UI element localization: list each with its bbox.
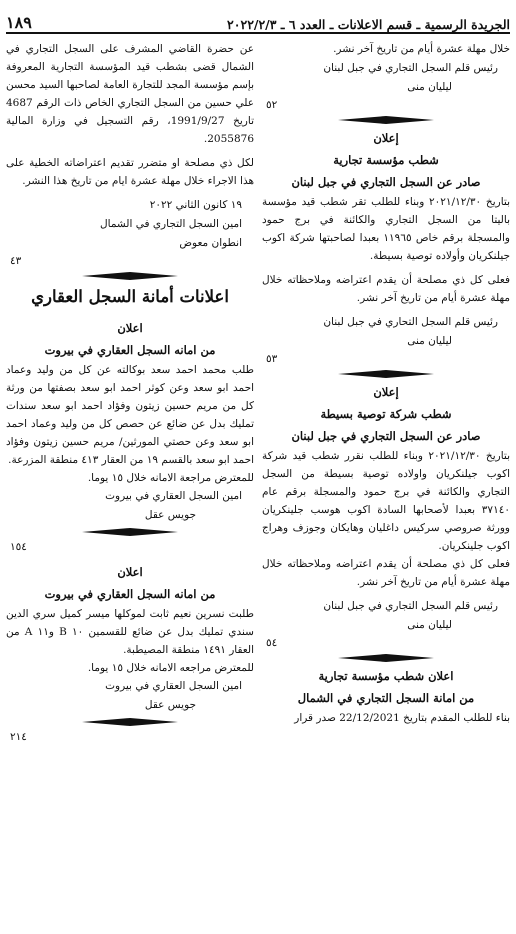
notice-3-title: شطب شركة توصية بسيطة xyxy=(320,407,452,421)
notice-1-number: ٥٢ xyxy=(266,99,278,111)
notice-4-issuer: من امانة السجل التجاري في الشمال xyxy=(297,691,475,705)
notice-1-signature-title: رئيس قلم السجل التجاري في جبل لبنان xyxy=(323,62,498,74)
notice-2-number: ٥٣ xyxy=(266,353,278,365)
divider-ornament xyxy=(262,651,510,665)
notice-2-title: شطب مؤسسة تجارية xyxy=(333,153,439,167)
notice-3-number: ٥٤ xyxy=(266,637,278,649)
left-column xyxy=(6,40,254,745)
notice-1-tail-line: خلال مهلة عشرة أيام من تاريخ آخر نشر. xyxy=(333,43,510,55)
notice-2-signature-name: ليليان منى xyxy=(407,335,452,347)
notice-a-label: اعلان xyxy=(117,321,143,335)
notice-1-signature-name: ليليان منى xyxy=(407,81,452,93)
notice-b-label: اعلان xyxy=(117,565,143,579)
notice-4-number: ٤٣ xyxy=(10,255,22,267)
notice-b-objection: للمعترض مراجعه الامانه خلال ١٥ يوما. xyxy=(87,662,254,674)
notice-2-body: بتاريخ ٢٠٢١/١٢/٣٠ وبناء للطلب تقر شطب قيد مؤسسة باليتا من السجل التجاري والكائنة في برج حمود والمسجلة برقم خاص ١١٩٦٥ بعبدا لصاحبتها شركة اكوب جيلنكريان وأولاده توصية بسيطة. xyxy=(262,196,510,262)
notice-4-date: ١٩ كانون الثاني ٢٠٢٢ xyxy=(149,199,242,211)
notice-4-body: بناء للطلب المقدم بتاريخ 22/12/2021 صدر قرار xyxy=(294,712,510,724)
notice-3-issuer: صادر عن السجل التجاري في جبل لبنان xyxy=(291,429,481,443)
divider-ornament xyxy=(6,525,254,539)
divider-ornament xyxy=(6,715,254,729)
notice-a-number: ١٥٤ xyxy=(10,541,27,553)
notice-2-signature-title: رئيس قلم السجل التحاري في جبل لبنان xyxy=(323,316,498,328)
divider-ornament xyxy=(262,113,510,127)
notice-4-continued-objection: لكل ذي مصلحة او متضرر تقديم اعتراضاته الخطية على هذا الاجراء خلال مهلة عشرة ايام من تاريخ هذا النشر. xyxy=(6,157,254,187)
section-title: اعلانات أمانة السجل العقاري xyxy=(31,287,229,306)
page-number: ١٨٩ xyxy=(6,13,32,32)
notice-a-signature-title: امين السجل العقاري في بيروت xyxy=(105,490,242,502)
notice-4-signature-title: امين السجل التجاري في الشمال xyxy=(100,218,242,230)
notice-b-signature-title: امين السجل العقاري في بيروت xyxy=(105,680,242,692)
notice-a-issuer: من امانه السجل العقاري في بيروت xyxy=(44,343,216,357)
notice-2-issuer: صادر عن السجل التجاري في جبل لبنان xyxy=(291,175,481,189)
notice-b-body: طلبت نسرين نعيم ثابت لموكلها ميسر كميل سري الدين سندي تمليك بدل عن ضائع للقسمين ١٠ B و١١ A من العقار ١٤٩١ منطقة المصيطبة. xyxy=(6,608,254,656)
notice-3-objection: فعلى كل ذي مصلحة أن يقدم اعتراضه وملاحظاته خلال مهلة عشرة أيام من تاريخ آخر نشر. xyxy=(262,558,510,588)
divider-ornament xyxy=(6,269,254,283)
notice-3-signature-title: رئيس قلم السجل التجاري في جبل لبنان xyxy=(323,600,498,612)
notice-a-body: طلب محمد احمد سعد بوكالته عن كل من وليد وعماد احمد ابو سعد وعن كوثر احمد ابو سعد بصفتها من ورثة كل من مريم حسين زيتون وفؤاد احمد ابو سعد سندات تمليك بدل عن ضائع عن حصص كل من وليد وعماد احمد ابو سعد وعن حصتي المورثين/ مريم حسين زيتون وفؤاد احمد ابو سعد بالقسم ١٩ من العقار ٤١٣ منطقة المزرعة. xyxy=(6,364,254,466)
divider-ornament xyxy=(262,367,510,381)
notice-a-signature-name: جويس عقل xyxy=(144,509,196,521)
notice-a-objection: للمعترض مراجعة الامانه خلال ١٥ يوما. xyxy=(87,472,254,484)
notice-b-issuer: من امانه السجل العقاري في بيروت xyxy=(44,587,216,601)
header-title: الجريدة الرسمية ـ قسم الاعلانات ـ العدد ٦ ـ ٢٠٢٢/٢/٣ xyxy=(227,17,510,32)
notice-3-body: بتاريخ ٢٠٢١/١٢/٣٠ وبناء للطلب نقرر شطب قيد شركة اكوب جيلنكريان واولاده توصية بسيطة من السجل التجاري والكائنة في برج حمود والمسجلة برقم عام ٣٧١٤٠ بعبدا لأصحابها السادة اكوب هوسب جلينكريان وورثة صروصي سركيس داغليان وهايكان وجوزف وهراج اكوب جلينكريان. xyxy=(262,450,510,552)
notice-3-label: إعلان xyxy=(373,385,399,399)
notice-4-signature-name: انطوان معوض xyxy=(179,237,242,249)
notice-4-continued-body: عن حضرة القاضي المشرف على السجل التجاري في الشمال قضى بشطب قيد المؤسسة التجارية المعروفة بإسم مؤسسة المجد للتجارة العامة لصاحبها السيد محسن علي حسين من السجل التجاري الخاص ذات الرقم 4687 تاريخ 1991/9/27، رقم التسجيل في وزارة المالية 2055876. xyxy=(6,43,254,145)
page-header xyxy=(6,6,510,34)
right-column xyxy=(262,40,510,727)
notice-2-objection: فعلى كل ذي مصلحة أن يقدم اعتراضه وملاحظاته خلال مهلة عشرة أيام من تاريخ آخر نشر. xyxy=(262,274,510,304)
notice-4-title: اعلان شطب مؤسسة تجارية xyxy=(318,669,454,683)
notice-b-signature-name: جويس عقل xyxy=(144,699,196,711)
notice-b-number: ٢١٤ xyxy=(10,731,27,743)
notice-3-signature-name: ليليان منى xyxy=(407,619,452,631)
notice-2-label: إعلان xyxy=(373,131,399,145)
